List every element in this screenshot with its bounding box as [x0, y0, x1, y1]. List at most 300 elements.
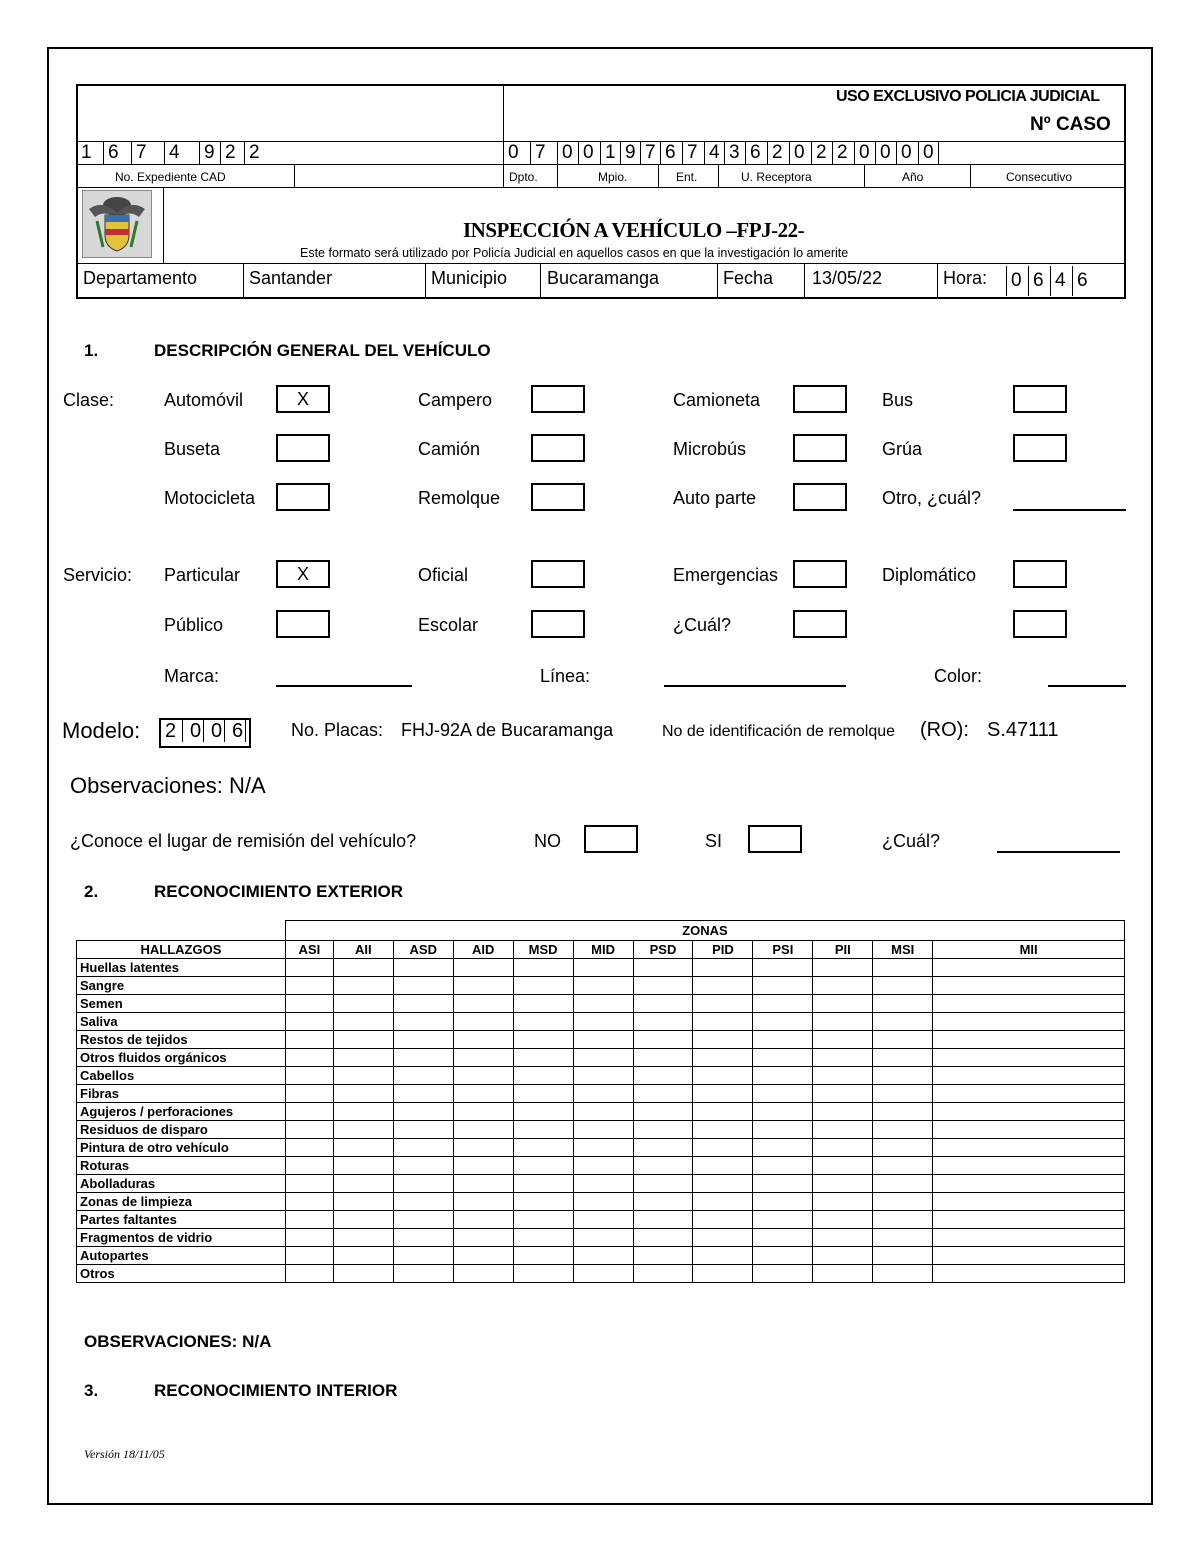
table-row — [77, 1049, 1125, 1067]
finding-cell[interactable] — [285, 1157, 333, 1175]
finding-cell[interactable] — [453, 1247, 513, 1265]
finding-cell[interactable] — [633, 1157, 693, 1175]
finding-cell[interactable] — [453, 1157, 513, 1175]
finding-cell[interactable] — [693, 1193, 753, 1211]
hora-digit-2: 6 — [1028, 266, 1050, 296]
finding-cell[interactable] — [753, 1265, 813, 1283]
case-number-label: Nº CASO — [1030, 114, 1111, 135]
finding-label: Cabellos — [77, 1067, 286, 1085]
finding-cell[interactable] — [873, 1247, 933, 1265]
finding-cell[interactable] — [693, 1175, 753, 1193]
finding-cell[interactable] — [753, 1049, 813, 1067]
finding-cell[interactable] — [873, 1139, 933, 1157]
finding-cell[interactable] — [333, 1121, 393, 1139]
finding-cell[interactable] — [453, 1103, 513, 1121]
finding-cell[interactable] — [453, 1013, 513, 1031]
case-digit-8: 6 — [660, 142, 682, 165]
finding-cell[interactable] — [693, 1121, 753, 1139]
finding-cell[interactable] — [753, 1211, 813, 1229]
clase-checkbox-10[interactable] — [531, 483, 585, 511]
finding-cell[interactable] — [693, 1013, 753, 1031]
finding-cell[interactable] — [333, 1265, 393, 1283]
finding-cell[interactable] — [633, 1121, 693, 1139]
finding-cell[interactable] — [633, 1265, 693, 1283]
finding-cell[interactable] — [573, 995, 633, 1013]
servicio-checkbox-4[interactable] — [1013, 560, 1067, 588]
finding-cell[interactable] — [753, 1031, 813, 1049]
finding-cell[interactable] — [285, 1175, 333, 1193]
finding-cell[interactable] — [513, 1085, 573, 1103]
finding-cell[interactable] — [393, 1157, 453, 1175]
finding-cell[interactable] — [813, 959, 873, 977]
finding-cell[interactable] — [393, 1265, 453, 1283]
servicio-checkbox-6[interactable] — [531, 610, 585, 638]
finding-cell[interactable] — [573, 977, 633, 995]
finding-cell[interactable] — [633, 1229, 693, 1247]
colombia-coat-of-arms-icon — [82, 190, 152, 258]
clase-label-10: Remolque — [418, 488, 501, 508]
finding-cell[interactable] — [693, 959, 753, 977]
finding-cell[interactable] — [753, 1103, 813, 1121]
finding-cell[interactable] — [813, 1013, 873, 1031]
finding-cell[interactable] — [453, 959, 513, 977]
finding-cell[interactable] — [633, 1247, 693, 1265]
marca-line[interactable] — [276, 685, 412, 687]
finding-cell[interactable] — [753, 1157, 813, 1175]
finding-cell[interactable] — [513, 995, 573, 1013]
finding-cell[interactable] — [393, 1175, 453, 1193]
finding-cell[interactable] — [573, 959, 633, 977]
finding-cell[interactable] — [573, 1121, 633, 1139]
finding-cell[interactable] — [453, 1229, 513, 1247]
finding-cell[interactable] — [933, 1157, 1125, 1175]
finding-cell[interactable] — [933, 1175, 1125, 1193]
case-label-sep-5 — [970, 164, 971, 187]
finding-cell[interactable] — [633, 1103, 693, 1121]
finding-cell[interactable] — [693, 1139, 753, 1157]
finding-cell[interactable] — [753, 1247, 813, 1265]
clase-checkbox-1[interactable]: X — [276, 385, 330, 413]
case-digit-21 — [938, 142, 971, 165]
finding-cell[interactable] — [333, 1013, 393, 1031]
case-label-sep-1 — [557, 164, 558, 187]
finding-cell[interactable] — [933, 959, 1125, 977]
finding-cell[interactable] — [333, 1211, 393, 1229]
finding-cell[interactable] — [333, 1067, 393, 1085]
finding-cell[interactable] — [285, 1265, 333, 1283]
finding-cell[interactable] — [753, 1175, 813, 1193]
finding-cell[interactable] — [285, 1031, 333, 1049]
finding-cell[interactable] — [693, 1157, 753, 1175]
finding-cell[interactable] — [813, 1085, 873, 1103]
finding-cell[interactable] — [573, 1247, 633, 1265]
finding-cell[interactable] — [573, 1067, 633, 1085]
finding-label: Huellas latentes — [77, 959, 286, 977]
hora-digit-3: 4 — [1050, 266, 1072, 296]
finding-cell[interactable] — [333, 1175, 393, 1193]
exterior-findings-table — [76, 920, 1125, 1283]
finding-cell[interactable] — [513, 1229, 573, 1247]
case-label-ent: Ent. — [676, 170, 698, 184]
finding-cell[interactable] — [453, 1049, 513, 1067]
finding-cell[interactable] — [573, 1049, 633, 1067]
finding-cell[interactable] — [513, 1211, 573, 1229]
expediente-label: No. Expediente CAD — [115, 170, 226, 184]
finding-cell[interactable] — [513, 1049, 573, 1067]
finding-cell[interactable] — [633, 1139, 693, 1157]
finding-cell[interactable] — [573, 1085, 633, 1103]
finding-cell[interactable] — [813, 1121, 873, 1139]
finding-cell[interactable] — [633, 1049, 693, 1067]
clase-checkbox-8[interactable] — [1013, 434, 1067, 462]
linea-line[interactable] — [664, 685, 846, 687]
finding-cell[interactable] — [453, 1211, 513, 1229]
finding-cell[interactable] — [393, 995, 453, 1013]
finding-cell[interactable] — [453, 1031, 513, 1049]
finding-cell[interactable] — [813, 1067, 873, 1085]
finding-cell[interactable] — [285, 995, 333, 1013]
finding-cell[interactable] — [285, 1247, 333, 1265]
clase-checkbox-3[interactable] — [793, 385, 847, 413]
finding-cell[interactable] — [693, 1229, 753, 1247]
finding-cell[interactable] — [285, 1049, 333, 1067]
finding-cell[interactable] — [633, 1193, 693, 1211]
finding-cell[interactable] — [633, 1031, 693, 1049]
finding-cell[interactable] — [813, 1175, 873, 1193]
finding-cell[interactable] — [453, 1121, 513, 1139]
finding-cell[interactable] — [333, 1193, 393, 1211]
header-divider-vertical — [503, 84, 504, 188]
finding-cell[interactable] — [333, 1085, 393, 1103]
finding-cell[interactable] — [333, 995, 393, 1013]
expediente-digits — [76, 142, 275, 165]
finding-cell[interactable] — [333, 1103, 393, 1121]
finding-cell[interactable] — [393, 1211, 453, 1229]
finding-cell[interactable] — [933, 1013, 1125, 1031]
finding-cell[interactable] — [573, 1013, 633, 1031]
finding-cell[interactable] — [813, 995, 873, 1013]
servicio-checkbox-2[interactable] — [531, 560, 585, 588]
finding-cell[interactable] — [333, 959, 393, 977]
finding-cell[interactable] — [573, 1193, 633, 1211]
finding-cell[interactable] — [393, 977, 453, 995]
case-label-consecutivo: Consecutivo — [1006, 170, 1073, 184]
finding-cell[interactable] — [813, 1157, 873, 1175]
clase-checkbox-7[interactable] — [793, 434, 847, 462]
finding-cell[interactable] — [873, 1175, 933, 1193]
finding-cell[interactable] — [933, 1193, 1125, 1211]
finding-cell[interactable] — [753, 1121, 813, 1139]
clase-label-4: Bus — [882, 390, 914, 410]
finding-cell[interactable] — [453, 1193, 513, 1211]
finding-cell[interactable] — [513, 959, 573, 977]
finding-cell[interactable] — [933, 1103, 1125, 1121]
finding-cell[interactable] — [513, 1139, 573, 1157]
servicio-checkbox-1[interactable]: X — [276, 560, 330, 588]
finding-cell[interactable] — [513, 1175, 573, 1193]
color-label: Color: — [934, 666, 983, 686]
finding-cell[interactable] — [933, 977, 1125, 995]
finding-cell[interactable] — [873, 1211, 933, 1229]
zone-header-aii: AII — [333, 941, 393, 959]
expediente-digit-6: 2 — [220, 142, 244, 165]
finding-cell[interactable] — [513, 977, 573, 995]
finding-cell[interactable] — [813, 1103, 873, 1121]
case-digit-18: 0 — [875, 142, 896, 165]
departamento-label: Departamento — [83, 268, 198, 288]
finding-cell[interactable] — [513, 1103, 573, 1121]
finding-cell[interactable] — [873, 1121, 933, 1139]
finding-cell[interactable] — [873, 1103, 933, 1121]
clase-checkbox-9[interactable] — [276, 483, 330, 511]
servicio-label-7: ¿Cuál? — [673, 615, 732, 635]
table-row — [77, 1229, 1125, 1247]
finding-cell[interactable] — [285, 1067, 333, 1085]
color-line[interactable] — [1048, 685, 1126, 687]
finding-cell[interactable] — [285, 1121, 333, 1139]
finding-cell[interactable] — [333, 1247, 393, 1265]
clase-label-5: Buseta — [164, 439, 221, 459]
expediente-digit-3: 7 — [131, 142, 164, 165]
table-row — [77, 1121, 1125, 1139]
finding-cell[interactable] — [753, 959, 813, 977]
clase-checkbox-4[interactable] — [1013, 385, 1067, 413]
finding-cell[interactable] — [453, 1085, 513, 1103]
finding-cell[interactable] — [813, 1247, 873, 1265]
finding-cell[interactable] — [393, 1085, 453, 1103]
finding-cell[interactable] — [573, 1211, 633, 1229]
finding-cell[interactable] — [693, 1211, 753, 1229]
finding-cell[interactable] — [453, 1265, 513, 1283]
finding-cell[interactable] — [573, 1265, 633, 1283]
finding-cell[interactable] — [573, 1175, 633, 1193]
finding-cell[interactable] — [393, 1229, 453, 1247]
finding-cell[interactable] — [513, 1121, 573, 1139]
finding-cell[interactable] — [753, 977, 813, 995]
finding-cell[interactable] — [285, 1229, 333, 1247]
finding-cell[interactable] — [453, 995, 513, 1013]
finding-cell[interactable] — [333, 1139, 393, 1157]
finding-cell[interactable] — [873, 1157, 933, 1175]
zone-header-psd: PSD — [633, 941, 693, 959]
finding-cell[interactable] — [933, 1049, 1125, 1067]
finding-cell[interactable] — [393, 1139, 453, 1157]
finding-cell[interactable] — [393, 1121, 453, 1139]
finding-cell[interactable] — [933, 1067, 1125, 1085]
finding-cell[interactable] — [285, 1013, 333, 1031]
finding-cell[interactable] — [573, 1157, 633, 1175]
finding-label: Abolladuras — [77, 1175, 286, 1193]
finding-cell[interactable] — [693, 1049, 753, 1067]
finding-cell[interactable] — [813, 977, 873, 995]
case-digit-6: 9 — [620, 142, 640, 165]
remision-no-label: NO — [534, 831, 561, 851]
finding-cell[interactable] — [753, 1229, 813, 1247]
finding-cell[interactable] — [813, 1265, 873, 1283]
remision-si-checkbox[interactable] — [748, 825, 802, 853]
finding-cell[interactable] — [813, 1139, 873, 1157]
finding-cell[interactable] — [513, 1067, 573, 1085]
finding-cell[interactable] — [513, 1157, 573, 1175]
finding-cell[interactable] — [393, 1067, 453, 1085]
finding-cell[interactable] — [393, 1031, 453, 1049]
finding-cell[interactable] — [633, 977, 693, 995]
servicio-label-6: Escolar — [418, 615, 479, 635]
finding-cell[interactable] — [393, 1193, 453, 1211]
finding-cell[interactable] — [693, 1067, 753, 1085]
modelo-label: Modelo: — [62, 718, 141, 743]
table-row — [77, 959, 1125, 977]
finding-cell[interactable] — [633, 959, 693, 977]
modelo-digit-1: 2 — [161, 720, 183, 742]
finding-cell[interactable] — [513, 1247, 573, 1265]
finding-cell[interactable] — [633, 1085, 693, 1103]
case-digit-16: 2 — [832, 142, 854, 165]
finding-cell[interactable] — [753, 1139, 813, 1157]
remolque-ro: (RO): — [920, 719, 969, 741]
finding-cell[interactable] — [453, 1139, 513, 1157]
finding-cell[interactable] — [393, 1247, 453, 1265]
remision-no-checkbox[interactable] — [584, 825, 638, 853]
finding-cell[interactable] — [933, 1229, 1125, 1247]
finding-cell[interactable] — [933, 1121, 1125, 1139]
finding-cell[interactable] — [513, 1031, 573, 1049]
finding-cell[interactable] — [513, 1013, 573, 1031]
remision-si-label: SI — [705, 831, 723, 851]
finding-cell[interactable] — [813, 1211, 873, 1229]
table-row — [77, 1193, 1125, 1211]
finding-cell[interactable] — [873, 995, 933, 1013]
case-digits — [503, 142, 971, 165]
finding-cell[interactable] — [693, 1085, 753, 1103]
finding-cell[interactable] — [393, 1103, 453, 1121]
finding-cell[interactable] — [873, 1031, 933, 1049]
finding-cell[interactable] — [693, 995, 753, 1013]
servicio-checkbox-7[interactable] — [793, 610, 847, 638]
finding-cell[interactable] — [285, 1103, 333, 1121]
finding-cell[interactable] — [693, 1103, 753, 1121]
table-row — [77, 1157, 1125, 1175]
finding-cell[interactable] — [873, 1265, 933, 1283]
case-digit-17: 0 — [854, 142, 875, 165]
servicio-extra-checkbox[interactable] — [1013, 610, 1067, 638]
finding-cell[interactable] — [813, 1049, 873, 1067]
case-digit-7: 7 — [640, 142, 660, 165]
finding-cell[interactable] — [753, 1193, 813, 1211]
finding-cell[interactable] — [933, 1211, 1125, 1229]
finding-cell[interactable] — [933, 995, 1125, 1013]
table-row — [77, 1247, 1125, 1265]
finding-cell[interactable] — [813, 1229, 873, 1247]
finding-cell[interactable] — [633, 1013, 693, 1031]
clase-label-12: Otro, ¿cuál? — [882, 488, 982, 508]
loc-sep-5 — [804, 263, 805, 299]
finding-cell[interactable] — [285, 1211, 333, 1229]
finding-cell[interactable] — [873, 1085, 933, 1103]
finding-cell[interactable] — [453, 1067, 513, 1085]
clase-checkbox-5[interactable] — [276, 434, 330, 462]
servicio-checkbox-3[interactable] — [793, 560, 847, 588]
finding-cell[interactable] — [753, 1067, 813, 1085]
finding-cell[interactable] — [753, 995, 813, 1013]
finding-cell[interactable] — [513, 1265, 573, 1283]
finding-cell[interactable] — [633, 1067, 693, 1085]
finding-cell[interactable] — [333, 1157, 393, 1175]
finding-cell[interactable] — [753, 1013, 813, 1031]
finding-cell[interactable] — [633, 1175, 693, 1193]
finding-cell[interactable] — [873, 959, 933, 977]
finding-cell[interactable] — [573, 1031, 633, 1049]
finding-cell[interactable] — [873, 977, 933, 995]
finding-cell[interactable] — [393, 959, 453, 977]
finding-cell[interactable] — [693, 1247, 753, 1265]
finding-cell[interactable] — [693, 1265, 753, 1283]
finding-cell[interactable] — [873, 1229, 933, 1247]
finding-cell[interactable] — [393, 1013, 453, 1031]
form-subtitle: Este formato será utilizado por Policía Judicial en aquellos casos en que la investigación lo amerite — [300, 246, 849, 260]
finding-cell[interactable] — [453, 977, 513, 995]
finding-cell[interactable] — [693, 977, 753, 995]
finding-cell[interactable] — [813, 1031, 873, 1049]
servicio-checkbox-5[interactable] — [276, 610, 330, 638]
finding-cell[interactable] — [813, 1193, 873, 1211]
remision-cual-line[interactable] — [997, 851, 1120, 853]
finding-cell[interactable] — [573, 1139, 633, 1157]
section3-number: 3. — [84, 1381, 99, 1400]
finding-cell[interactable] — [333, 1031, 393, 1049]
zonas-header: ZONAS — [285, 921, 1124, 941]
finding-cell[interactable] — [573, 1229, 633, 1247]
finding-cell[interactable] — [285, 959, 333, 977]
finding-cell[interactable] — [933, 1265, 1125, 1283]
finding-cell[interactable] — [873, 1013, 933, 1031]
finding-cell[interactable] — [333, 1229, 393, 1247]
clase-checkbox-2[interactable] — [531, 385, 585, 413]
finding-cell[interactable] — [285, 1139, 333, 1157]
finding-cell[interactable] — [453, 1175, 513, 1193]
finding-cell[interactable] — [873, 1049, 933, 1067]
clase-checkbox-11[interactable] — [793, 483, 847, 511]
finding-cell[interactable] — [693, 1031, 753, 1049]
servicio-label-2: Oficial — [418, 565, 469, 585]
expediente-digit-1: 1 — [76, 142, 103, 165]
table-row — [77, 995, 1125, 1013]
finding-cell[interactable] — [753, 1085, 813, 1103]
finding-cell[interactable] — [285, 977, 333, 995]
finding-cell[interactable] — [873, 1067, 933, 1085]
finding-cell[interactable] — [393, 1049, 453, 1067]
finding-label: Partes faltantes — [77, 1211, 286, 1229]
clase-checkbox-6[interactable] — [531, 434, 585, 462]
finding-cell[interactable] — [933, 1085, 1125, 1103]
modelo-digit-2: 0 — [186, 720, 204, 742]
finding-cell[interactable] — [933, 1247, 1125, 1265]
finding-cell[interactable] — [333, 977, 393, 995]
finding-cell[interactable] — [633, 995, 693, 1013]
finding-cell[interactable] — [573, 1103, 633, 1121]
finding-cell[interactable] — [285, 1085, 333, 1103]
finding-label: Agujeros / perforaciones — [77, 1103, 286, 1121]
finding-cell[interactable] — [285, 1193, 333, 1211]
finding-cell[interactable] — [333, 1049, 393, 1067]
finding-cell[interactable] — [873, 1193, 933, 1211]
clase-label-9: Motocicleta — [164, 488, 256, 508]
finding-cell[interactable] — [513, 1193, 573, 1211]
finding-cell[interactable] — [933, 1139, 1125, 1157]
finding-cell[interactable] — [633, 1211, 693, 1229]
finding-cell[interactable] — [933, 1031, 1125, 1049]
zone-header-psi: PSI — [753, 941, 813, 959]
